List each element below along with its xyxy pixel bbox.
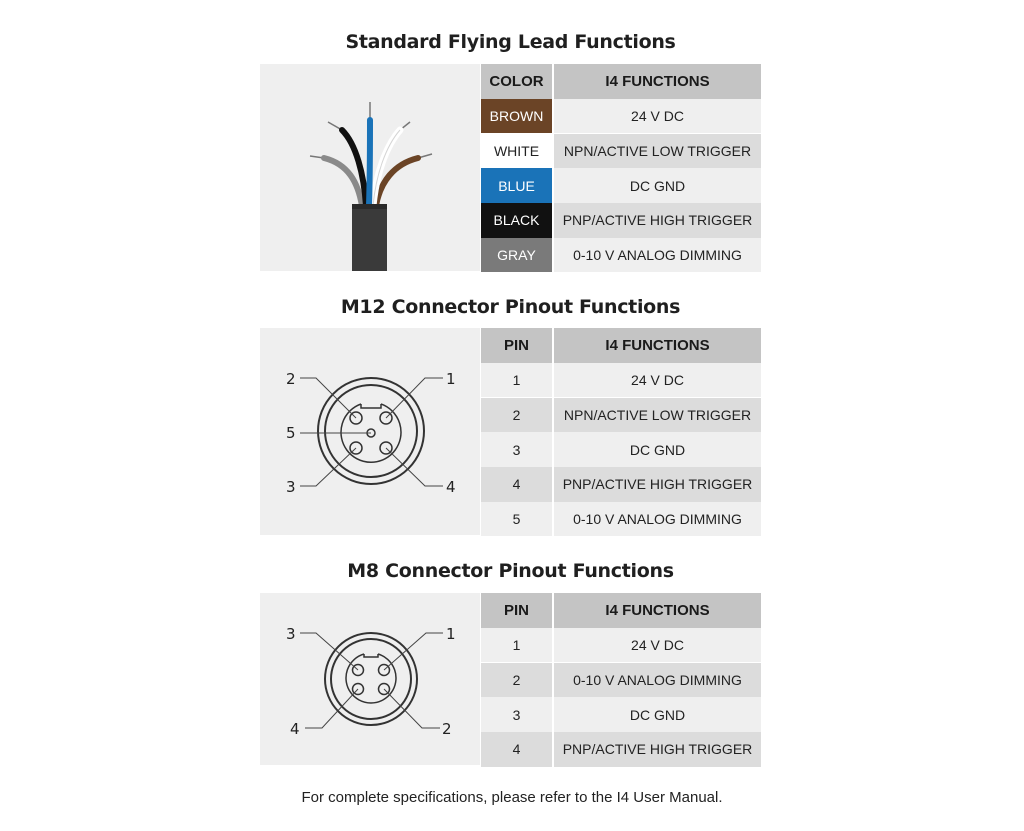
table-row — [481, 628, 761, 663]
table-header-row — [481, 328, 761, 363]
m12-pin-label-2: 2 — [286, 370, 296, 388]
table-row — [481, 99, 761, 134]
footer-note: For complete specifications, please refer to the I4 User Manual. — [301, 789, 723, 806]
function-cell: 0-10 V ANALOG DIMMING — [554, 502, 761, 537]
m12-pin-label-3: 3 — [286, 478, 296, 496]
function-cell: 24 V DC — [554, 99, 761, 134]
table-row — [481, 732, 761, 767]
color-swatch-gray: GRAY — [481, 238, 552, 273]
table-row — [481, 697, 761, 732]
column-header-functions: I4 FUNCTIONS — [554, 593, 761, 628]
color-swatch-black: BLACK — [481, 203, 552, 238]
function-cell: PNP/ACTIVE HIGH TRIGGER — [554, 732, 761, 767]
m12-connector-diagram — [260, 328, 480, 535]
table-row — [481, 168, 761, 203]
function-cell: 24 V DC — [554, 363, 761, 398]
m12-pinout-illustration — [260, 328, 480, 535]
pin-cell: 3 — [481, 432, 552, 467]
table-header-row — [481, 593, 761, 628]
flying-lead-title: Standard Flying Lead Functions — [345, 31, 676, 53]
function-cell: DC GND — [554, 697, 761, 732]
m12-pin-label-4: 4 — [446, 478, 456, 496]
m8-connector-diagram — [260, 593, 480, 765]
function-cell: DC GND — [554, 168, 761, 203]
function-cell: NPN/ACTIVE LOW TRIGGER — [554, 134, 761, 169]
m12-title: M12 Connector Pinout Functions — [340, 296, 681, 318]
flying-lead-diagram — [260, 64, 480, 271]
pin-cell: 5 — [481, 502, 552, 537]
function-cell: 0-10 V ANALOG DIMMING — [554, 238, 761, 273]
m8-pin-label-4: 4 — [290, 720, 300, 738]
m8-pin-label-1: 1 — [446, 625, 456, 643]
flying-lead-cable-illustration — [260, 64, 480, 271]
pin-cell: 4 — [481, 467, 552, 502]
m8-pin-label-2: 2 — [442, 720, 452, 738]
m12-pin-label-1: 1 — [446, 370, 456, 388]
flying-lead-table — [481, 64, 761, 272]
function-cell: PNP/ACTIVE HIGH TRIGGER — [554, 203, 761, 238]
pin-cell: 1 — [481, 363, 552, 398]
m8-table — [481, 593, 761, 767]
table-header-row — [481, 64, 761, 99]
color-swatch-brown: BROWN — [481, 99, 552, 134]
m12-table — [481, 328, 761, 536]
table-row — [481, 238, 761, 273]
table-row — [481, 203, 761, 238]
table-row — [481, 432, 761, 467]
function-cell: DC GND — [554, 432, 761, 467]
function-cell: PNP/ACTIVE HIGH TRIGGER — [554, 467, 761, 502]
function-cell: 0-10 V ANALOG DIMMING — [554, 663, 761, 698]
pin-cell: 1 — [481, 628, 552, 663]
function-cell: 24 V DC — [554, 628, 761, 663]
table-row — [481, 398, 761, 433]
m8-title: M8 Connector Pinout Functions — [347, 560, 674, 582]
column-header-functions: I4 FUNCTIONS — [554, 64, 761, 99]
function-cell: NPN/ACTIVE LOW TRIGGER — [554, 398, 761, 433]
column-header-pin: PIN — [481, 593, 552, 628]
pin-cell: 3 — [481, 697, 552, 732]
table-row — [481, 467, 761, 502]
table-row — [481, 134, 761, 169]
color-swatch-white: WHITE — [481, 134, 552, 169]
table-row — [481, 363, 761, 398]
color-swatch-blue: BLUE — [481, 168, 552, 203]
pin-cell: 2 — [481, 663, 552, 698]
m8-pin-label-3: 3 — [286, 625, 296, 643]
m8-pinout-illustration — [260, 593, 480, 765]
pin-cell: 2 — [481, 398, 552, 433]
column-header-functions: I4 FUNCTIONS — [554, 328, 761, 363]
table-row — [481, 663, 761, 698]
m12-pin-label-5: 5 — [286, 424, 296, 442]
pin-cell: 4 — [481, 732, 552, 767]
table-row — [481, 502, 761, 537]
column-header-pin: PIN — [481, 328, 552, 363]
column-header-color: COLOR — [481, 64, 552, 99]
